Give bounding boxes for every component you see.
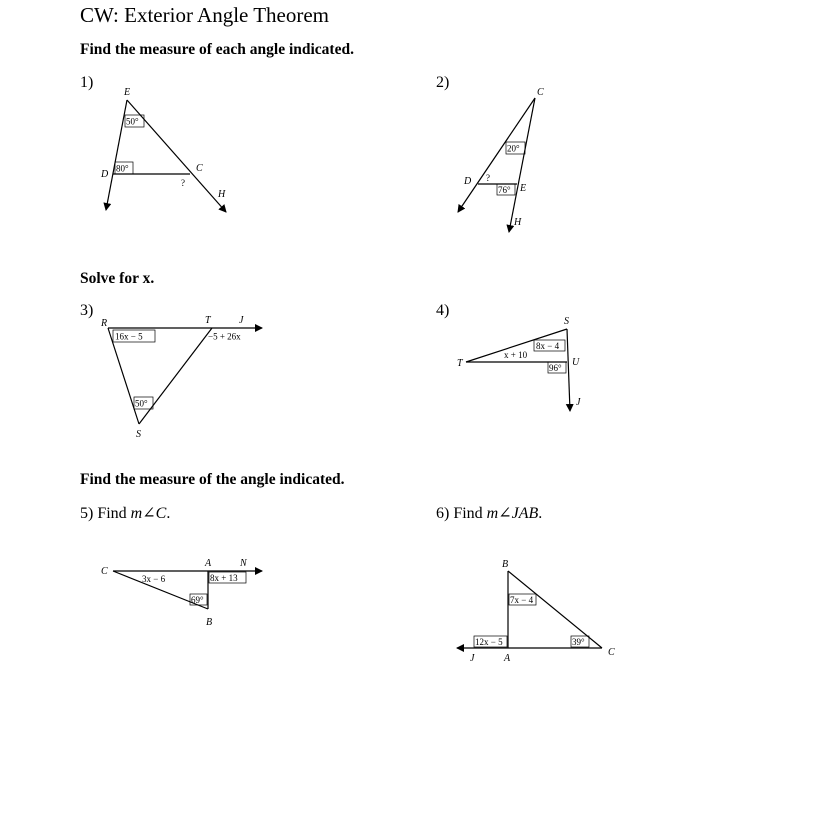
angle-7x-4: 7x − 4 bbox=[510, 595, 534, 605]
label-j: J bbox=[576, 397, 581, 408]
problem-6-number: 6) bbox=[436, 505, 450, 522]
angle-3x-6: 3x − 6 bbox=[142, 574, 166, 584]
label-c: C bbox=[537, 87, 544, 98]
angle-26x-5: −5 + 26x bbox=[208, 331, 241, 342]
angle-76: 76° bbox=[498, 185, 511, 195]
angle-unknown: ? bbox=[486, 173, 490, 183]
problem-4-number: 4) bbox=[436, 302, 450, 319]
ray-e-d bbox=[106, 100, 127, 210]
label-t: T bbox=[205, 315, 211, 326]
label-u: U bbox=[572, 357, 580, 368]
label-b: B bbox=[206, 617, 213, 628]
label-j: J bbox=[239, 315, 244, 326]
angle-8x-13: 8x + 13 bbox=[210, 573, 238, 583]
label-d: D bbox=[101, 169, 109, 180]
problem-6-diagram bbox=[457, 559, 615, 664]
angle-80: 80° bbox=[116, 163, 129, 174]
label-a: A bbox=[504, 653, 511, 664]
angle-12x-5: 12x − 5 bbox=[475, 637, 503, 647]
label-h: H bbox=[514, 217, 522, 228]
label-s: S bbox=[136, 429, 141, 440]
angle-20: 20° bbox=[507, 143, 520, 154]
problem-4-diagram bbox=[457, 316, 581, 411]
angle-39: 39° bbox=[572, 637, 585, 647]
label-b: B bbox=[502, 559, 509, 570]
label-n: N bbox=[240, 558, 247, 569]
angle-16x-5: 16x − 5 bbox=[115, 331, 143, 342]
label-c: C bbox=[608, 647, 615, 658]
label-h: H bbox=[218, 189, 226, 200]
problem-5-diagram bbox=[101, 558, 262, 628]
label-a: A bbox=[205, 558, 212, 569]
label-d: D bbox=[464, 176, 472, 187]
angle-69: 69° bbox=[191, 595, 204, 605]
label-c: C bbox=[196, 163, 203, 174]
problem-2-diagram bbox=[458, 87, 544, 232]
segment-s-t bbox=[139, 328, 212, 424]
section-heading-solve: Solve for x. bbox=[80, 270, 155, 287]
label-s: S bbox=[564, 316, 569, 327]
problem-3-number: 3) bbox=[80, 302, 94, 319]
segment-r-s bbox=[108, 328, 139, 424]
problem-5-number: 5) bbox=[80, 505, 94, 522]
angle-50: 50° bbox=[135, 398, 148, 409]
ray-e-h bbox=[127, 100, 226, 212]
problem-6-prompt: 6) Find m∠JAB. bbox=[436, 505, 543, 522]
problem-1-number: 1) bbox=[80, 74, 94, 91]
section-heading-angles: Find the measure of each angle indicated. bbox=[80, 41, 354, 58]
label-r: R bbox=[101, 318, 108, 329]
angle-96: 96° bbox=[549, 363, 562, 373]
problem-3-diagram bbox=[100, 315, 262, 440]
worksheet-title: CW: Exterior Angle Theorem bbox=[80, 3, 330, 27]
angle-x-10: x + 10 bbox=[504, 350, 528, 360]
label-j: J bbox=[470, 653, 475, 664]
segment-b-c bbox=[508, 571, 602, 648]
label-e: E bbox=[124, 87, 131, 98]
label-t: T bbox=[457, 358, 463, 369]
ray-s-j bbox=[567, 329, 570, 411]
angle-unknown: ? bbox=[181, 178, 185, 188]
problem-5-prompt: 5) Find m∠C. bbox=[80, 505, 171, 522]
label-e: E bbox=[520, 183, 527, 194]
label-c: C bbox=[101, 566, 108, 577]
section-heading-find: Find the measure of the angle indicated. bbox=[80, 471, 345, 488]
problem-1-diagram bbox=[100, 87, 226, 212]
angle-8x-4: 8x − 4 bbox=[536, 341, 560, 351]
problem-2-number: 2) bbox=[436, 74, 450, 91]
angle-50: 50° bbox=[126, 116, 139, 127]
